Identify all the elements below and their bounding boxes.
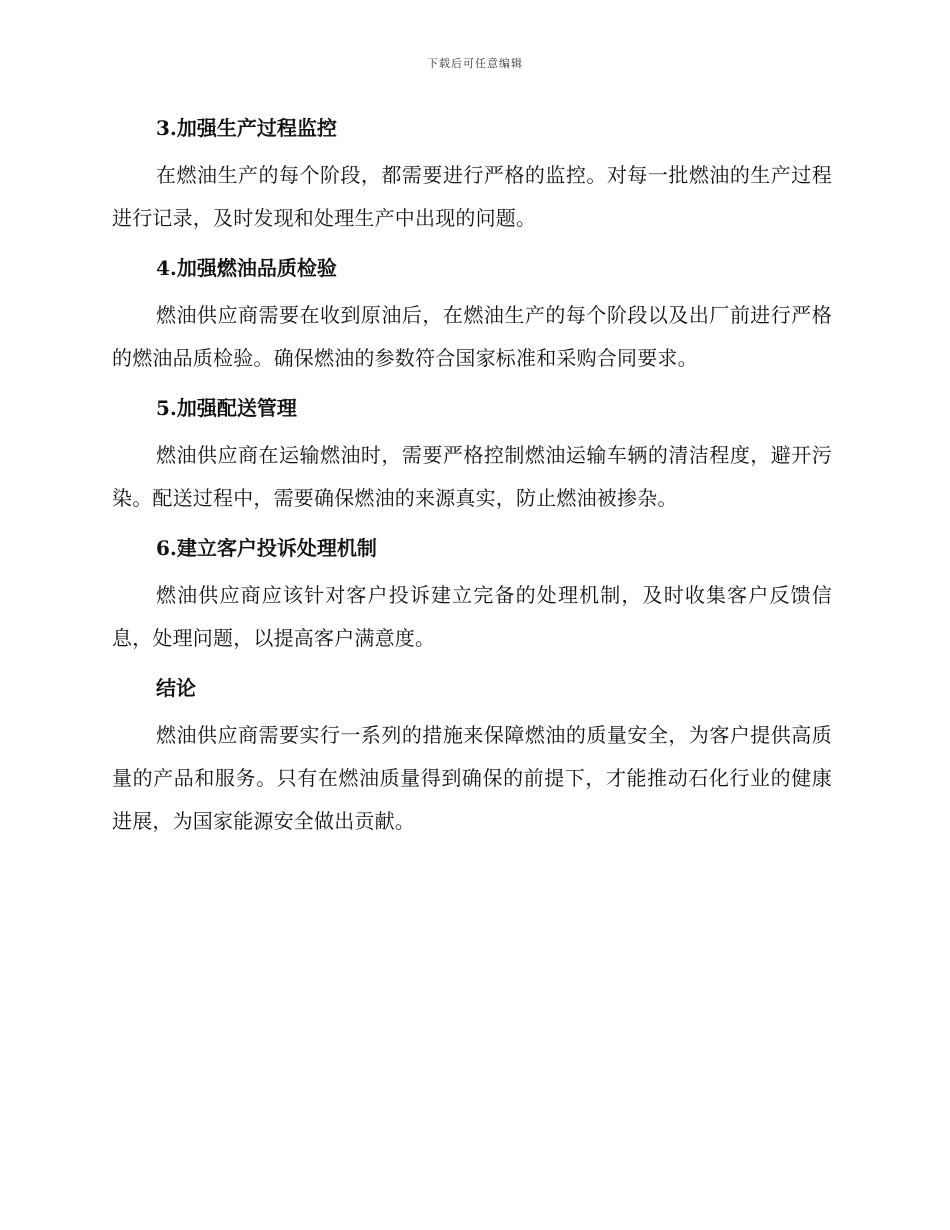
section-quality-inspection bbox=[112, 252, 832, 380]
section-paragraph: 燃油供应商需要在收到原油后，在燃油生产的每个阶段以及出厂前进行严格的燃油品质检验。确保燃油的参数符合国家标准和采购合同要求。 bbox=[112, 303, 832, 370]
section-heading: 4.加强燃油品质检验 bbox=[156, 256, 337, 280]
section-paragraph: 在燃油生产的每个阶段，都需要进行严格的监控。对每一批燃油的生产过程进行记录，及时发现和处理生产中出现的问题。 bbox=[112, 163, 832, 230]
document-body bbox=[112, 112, 832, 855]
section-heading: 6.建立客户投诉处理机制 bbox=[156, 536, 377, 560]
section-production-monitoring bbox=[112, 112, 832, 240]
section-paragraph: 燃油供应商应该针对客户投诉建立完备的处理机制，及时收集客户反馈信息，处理问题，以提高客户满意度。 bbox=[112, 583, 832, 650]
section-delivery-management bbox=[112, 392, 832, 520]
section-complaint-handling bbox=[112, 532, 832, 660]
section-heading: 5.加强配送管理 bbox=[156, 396, 297, 420]
section-paragraph: 燃油供应商在运输燃油时，需要严格控制燃油运输车辆的清洁程度，避开污染。配送过程中，需要确保燃油的来源真实，防止燃油被掺杂。 bbox=[112, 443, 832, 510]
section-paragraph: 燃油供应商需要实行一系列的措施来保障燃油的质量安全，为客户提供高质量的产品和服务。只有在燃油质量得到确保的前提下，才能推动石化行业的健康进展，为国家能源安全做出贡献。 bbox=[112, 723, 832, 833]
section-conclusion bbox=[112, 672, 832, 843]
section-heading: 3.加强生产过程监控 bbox=[156, 116, 337, 140]
page-header-note: 下载后可任意编辑 bbox=[427, 57, 523, 70]
section-heading: 结论 bbox=[156, 676, 196, 700]
